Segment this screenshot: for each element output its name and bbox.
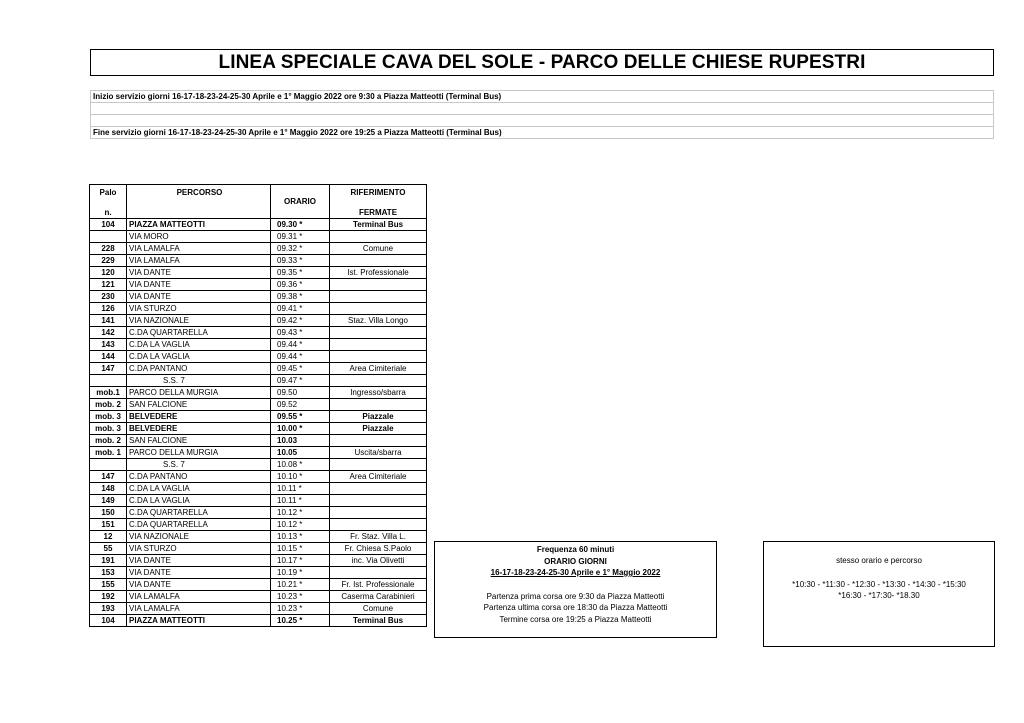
stop-route: C.DA QUARTARELLA <box>127 519 271 531</box>
stop-route: VIA STURZO <box>127 303 271 315</box>
stop-time: 10.21 * <box>271 579 330 591</box>
info-grid <box>90 90 994 139</box>
stop-number: mob. 3 <box>90 411 127 423</box>
stop-number <box>90 459 127 471</box>
stop-reference <box>330 255 427 267</box>
last-departure: Partenza ultima corsa ore 18:30 da Piazza Matteotti <box>483 603 668 612</box>
stop-reference: Caserma Carabinieri <box>330 591 427 603</box>
stop-reference <box>330 231 427 243</box>
stop-number: 155 <box>90 579 127 591</box>
spacer-row <box>91 103 994 115</box>
stop-number: 120 <box>90 267 127 279</box>
table-row <box>90 375 427 387</box>
stop-time: 09.50 <box>271 387 330 399</box>
stop-reference: Fr. Chiesa S.Paolo <box>330 543 427 555</box>
stop-route: VIA DANTE <box>127 267 271 279</box>
stop-number: 153 <box>90 567 127 579</box>
stop-time: 09.30 * <box>271 219 330 231</box>
stop-number: 148 <box>90 483 127 495</box>
schedule-times-2: *16:30 - *17:30- *18.30 <box>838 591 920 600</box>
stop-time: 10.12 * <box>271 519 330 531</box>
stop-number: 12 <box>90 531 127 543</box>
table-row <box>90 303 427 315</box>
stop-route: S.S. 7 <box>127 375 271 387</box>
stop-reference <box>330 291 427 303</box>
stop-route: VIA DANTE <box>127 279 271 291</box>
stop-reference: Comune <box>330 603 427 615</box>
stop-reference <box>330 567 427 579</box>
spacer <box>764 567 994 579</box>
table-row <box>90 387 427 399</box>
stop-route: VIA NAZIONALE <box>127 531 271 543</box>
stop-route: VIA DANTE <box>127 567 271 579</box>
table-row <box>90 243 427 255</box>
spacer <box>435 579 716 591</box>
table-row <box>90 471 427 483</box>
stop-reference <box>330 303 427 315</box>
stop-time: 10.03 <box>271 435 330 447</box>
stop-time: 09.32 * <box>271 243 330 255</box>
stop-reference: Terminal Bus <box>330 615 427 627</box>
schedule-days-label: ORARIO GIORNI <box>544 556 607 566</box>
table-row <box>90 591 427 603</box>
stop-number <box>90 375 127 387</box>
stop-reference: Ingresso/sbarra <box>330 387 427 399</box>
frequency-box <box>434 541 717 638</box>
stop-route: VIA LAMALFA <box>127 603 271 615</box>
stop-route: C.DA LA VAGLIA <box>127 495 271 507</box>
stop-time: 09.42 * <box>271 315 330 327</box>
table-row <box>90 507 427 519</box>
stop-time: 09.38 * <box>271 291 330 303</box>
table-row <box>90 567 427 579</box>
stop-reference <box>330 351 427 363</box>
stop-number: 191 <box>90 555 127 567</box>
stop-reference <box>330 435 427 447</box>
service-start-text: Inizio servizio giorni 16-17-18-23-24-25-30 Aprile e 1° Maggio 2022 ore 9:30 a Piazza Matteotti (Terminal Bus) <box>91 91 994 103</box>
table-row <box>90 459 427 471</box>
stop-time: 10.10 * <box>271 471 330 483</box>
spacer <box>764 542 994 555</box>
stop-route: BELVEDERE <box>127 411 271 423</box>
table-row <box>90 219 427 231</box>
stop-number: 142 <box>90 327 127 339</box>
stop-time: 10.23 * <box>271 591 330 603</box>
header-orario: ORARIO <box>271 185 330 219</box>
stop-route: SAN FALCIONE <box>127 399 271 411</box>
stop-reference <box>330 495 427 507</box>
table-row <box>90 291 427 303</box>
stop-number: 228 <box>90 243 127 255</box>
table-row <box>90 579 427 591</box>
stop-time: 10.25 * <box>271 615 330 627</box>
stop-reference: Area Cimiteriale <box>330 471 427 483</box>
stop-reference <box>330 483 427 495</box>
stop-route: VIA LAMALFA <box>127 243 271 255</box>
stop-time: 09.55 * <box>271 411 330 423</box>
stop-number: mob.1 <box>90 387 127 399</box>
table-row <box>90 519 427 531</box>
stop-time: 10.19 * <box>271 567 330 579</box>
table-header-row <box>90 185 427 208</box>
stop-number: 151 <box>90 519 127 531</box>
stop-route: C.DA QUARTARELLA <box>127 327 271 339</box>
stop-route: C.DA LA VAGLIA <box>127 483 271 495</box>
stop-route: PIAZZA MATTEOTTI <box>127 219 271 231</box>
stop-time: 10.00 * <box>271 423 330 435</box>
stop-time: 10.15 * <box>271 543 330 555</box>
stop-number: 150 <box>90 507 127 519</box>
stop-route: PARCO DELLA MURGIA <box>127 447 271 459</box>
stop-time: 09.47 * <box>271 375 330 387</box>
table-row <box>90 411 427 423</box>
first-departure: Partenza prima corsa ore 9:30 da Piazza Matteotti <box>486 591 665 601</box>
stop-route: C.DA QUARTARELLA <box>127 507 271 519</box>
stop-time: 09.44 * <box>271 351 330 363</box>
stop-reference <box>330 519 427 531</box>
stop-route: VIA MORO <box>127 231 271 243</box>
stop-number <box>90 231 127 243</box>
stop-reference: Fr. Ist. Professionale <box>330 579 427 591</box>
stop-time: 09.35 * <box>271 267 330 279</box>
stop-number: 192 <box>90 591 127 603</box>
table-row <box>90 327 427 339</box>
stop-number: 121 <box>90 279 127 291</box>
stop-time: 09.36 * <box>271 279 330 291</box>
stop-reference: Fr. Staz. Villa L. <box>330 531 427 543</box>
table-row <box>90 255 427 267</box>
stop-time: 10.11 * <box>271 495 330 507</box>
stop-reference: inc. Via Olivetti <box>330 555 427 567</box>
spacer-row <box>91 115 994 127</box>
table-row <box>90 495 427 507</box>
stop-route: C.DA PANTANO <box>127 363 271 375</box>
header-fermate: FERMATE <box>330 207 427 219</box>
stop-reference: Uscita/sbarra <box>330 447 427 459</box>
schedule-times-1: *10:30 - *11:30 - *12:30 - *13:30 - *14:30 - *15:30 <box>792 579 966 589</box>
table-row <box>90 531 427 543</box>
stop-time: 09.45 * <box>271 363 330 375</box>
stop-route: VIA DANTE <box>127 579 271 591</box>
table-row <box>90 603 427 615</box>
stop-number: mob. 3 <box>90 423 127 435</box>
stop-reference: Piazzale <box>330 411 427 423</box>
table-row <box>90 447 427 459</box>
schedule-box-title: stesso orario e percorso <box>836 556 922 565</box>
table-row <box>90 435 427 447</box>
frequency-title: Frequenza 60 minuti <box>536 545 615 554</box>
table-row <box>90 615 427 627</box>
stop-time: 09.52 <box>271 399 330 411</box>
table-row <box>90 363 427 375</box>
stop-time: 10.05 <box>271 447 330 459</box>
stop-route: VIA NAZIONALE <box>127 315 271 327</box>
header-riferimento: RIFERIMENTO <box>330 185 427 208</box>
stop-route: VIA DANTE <box>127 555 271 567</box>
stop-number: 149 <box>90 495 127 507</box>
table-row <box>90 399 427 411</box>
stop-number: 126 <box>90 303 127 315</box>
stop-number: 230 <box>90 291 127 303</box>
table-row <box>90 315 427 327</box>
table-row <box>90 267 427 279</box>
stop-route: BELVEDERE <box>127 423 271 435</box>
stop-route: VIA LAMALFA <box>127 255 271 267</box>
stop-number: 104 <box>90 219 127 231</box>
stop-number: 55 <box>90 543 127 555</box>
schedule-days: 16-17-18-23-24-25-30 Aprile e 1° Maggio 2022 <box>490 568 661 577</box>
stop-time: 10.08 * <box>271 459 330 471</box>
stop-reference <box>330 375 427 387</box>
stop-reference: Area Cimiteriale <box>330 363 427 375</box>
stop-reference <box>330 459 427 471</box>
stop-number: 144 <box>90 351 127 363</box>
stop-route: C.DA PANTANO <box>127 471 271 483</box>
header-percorso: PERCORSO <box>127 185 271 219</box>
stop-time: 09.43 * <box>271 327 330 339</box>
header-palo: Palo <box>90 185 127 208</box>
table-row <box>90 555 427 567</box>
table-row <box>90 351 427 363</box>
stop-reference <box>330 507 427 519</box>
table-row <box>90 423 427 435</box>
stop-time: 10.17 * <box>271 555 330 567</box>
stop-number: 104 <box>90 615 127 627</box>
stop-reference: Ist. Professionale <box>330 267 427 279</box>
stop-route: VIA STURZO <box>127 543 271 555</box>
stop-number: 229 <box>90 255 127 267</box>
stop-number: 193 <box>90 603 127 615</box>
stop-route: PIAZZA MATTEOTTI <box>127 615 271 627</box>
stop-route: SAN FALCIONE <box>127 435 271 447</box>
stop-time: 10.11 * <box>271 483 330 495</box>
stop-number: 141 <box>90 315 127 327</box>
stop-number: mob. 1 <box>90 447 127 459</box>
end-of-service: Termine corsa ore 19:25 a Piazza Matteotti <box>499 614 652 624</box>
table-row <box>90 339 427 351</box>
stop-route: S.S. 7 <box>127 459 271 471</box>
stop-time: 10.13 * <box>271 531 330 543</box>
stop-number: 147 <box>90 471 127 483</box>
stop-route: VIA DANTE <box>127 291 271 303</box>
stop-time: 09.41 * <box>271 303 330 315</box>
stops-table <box>89 184 427 627</box>
stop-time: 09.31 * <box>271 231 330 243</box>
stop-time: 10.23 * <box>271 603 330 615</box>
stop-reference: Staz. Villa Longo <box>330 315 427 327</box>
stop-reference <box>330 279 427 291</box>
schedule-box <box>763 541 995 647</box>
table-row <box>90 483 427 495</box>
stop-reference <box>330 399 427 411</box>
stop-route: PARCO DELLA MURGIA <box>127 387 271 399</box>
stop-reference: Terminal Bus <box>330 219 427 231</box>
stop-number: 147 <box>90 363 127 375</box>
stop-reference: Comune <box>330 243 427 255</box>
stop-reference: Piazzale <box>330 423 427 435</box>
table-row <box>90 231 427 243</box>
page-title: LINEA SPECIALE CAVA DEL SOLE - PARCO DELLE CHIESE RUPESTRI <box>90 49 994 76</box>
stop-number: 143 <box>90 339 127 351</box>
stop-route: C.DA LA VAGLIA <box>127 351 271 363</box>
stop-time: 09.33 * <box>271 255 330 267</box>
table-row <box>90 279 427 291</box>
table-row <box>90 543 427 555</box>
stop-number: mob. 2 <box>90 399 127 411</box>
stop-time: 10.12 * <box>271 507 330 519</box>
stop-route: VIA LAMALFA <box>127 591 271 603</box>
stop-reference <box>330 339 427 351</box>
service-end-text: Fine servizio giorni 16-17-18-23-24-25-30 Aprile e 1° Maggio 2022 ore 19:25 a Piazza Matteotti (Terminal Bus) <box>91 127 994 139</box>
stop-time: 09.44 * <box>271 339 330 351</box>
stop-route: C.DA LA VAGLIA <box>127 339 271 351</box>
stop-number: mob. 2 <box>90 435 127 447</box>
stop-reference <box>330 327 427 339</box>
header-palo-n: n. <box>90 207 127 219</box>
